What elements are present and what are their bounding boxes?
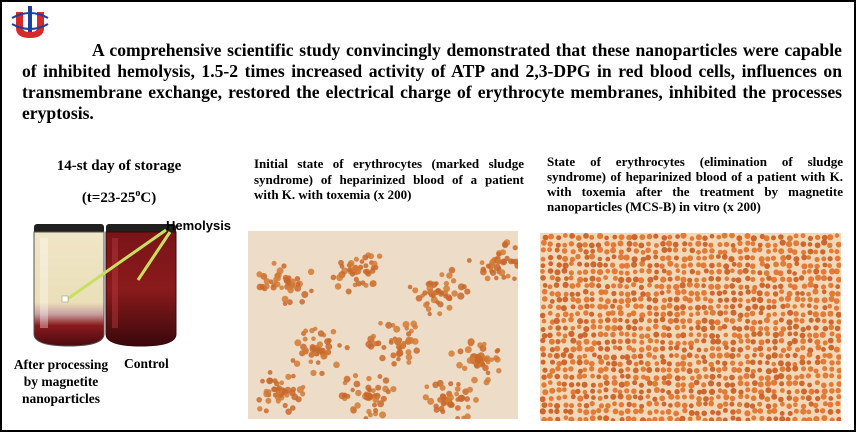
micrograph-initial-state bbox=[248, 231, 518, 419]
initial-state-caption: Initial state of erythrocytes (marked sludge syndrome) of heparinized blood of a patient with K. with toxemia (x 200) bbox=[254, 156, 524, 202]
storage-temperature: $(t=23-25^oC)$ bbox=[81, 188, 157, 206]
micrograph-after-treatment bbox=[540, 233, 841, 421]
after-processing-caption: After processing by magnetite nanoparticles bbox=[13, 357, 109, 406]
treated-state-caption: State of erythrocytes (elimination of sludge syndrome) of heparinized blood of a patient with K. with toxemia after the treatment by magnetite nanoparticles (MCS-B) in vitro (x 200) bbox=[547, 154, 843, 214]
test-tubes-photo bbox=[20, 222, 240, 356]
intro-paragraph: A comprehensive scientific study convincingly demonstrated that these nanoparticles were capable of inhibited hemolysis, 1.5-2 times increased activity of ATP and 2,3-DPG in red blood cells, influences on transmembrane exchange, restored the electrical charge of erythrocyte membranes, inhibited the processes eryptosis. bbox=[22, 40, 842, 123]
university-logo bbox=[10, 4, 50, 42]
hemolysis-label: Hemolysis bbox=[166, 218, 232, 233]
storage-day-title: 14-st day of storage bbox=[56, 158, 182, 174]
control-caption: Control bbox=[124, 356, 169, 371]
